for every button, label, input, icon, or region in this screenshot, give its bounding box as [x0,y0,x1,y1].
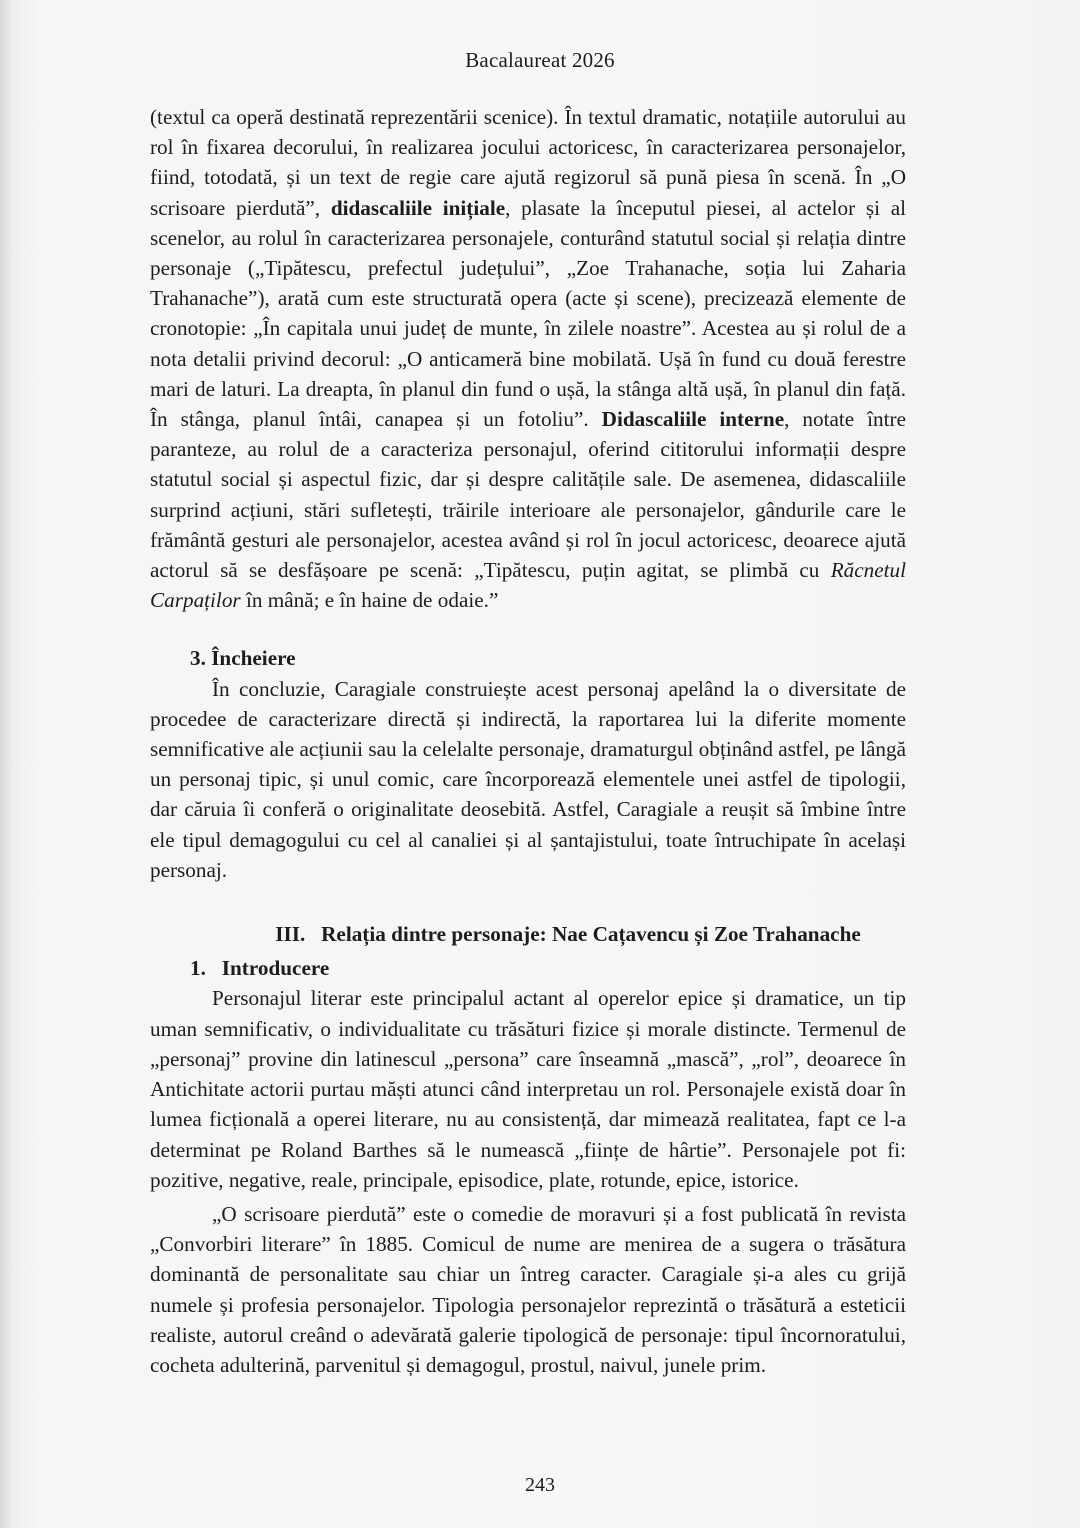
bold-term-didascalii-interne: Didascaliile interne [601,407,785,432]
subheading-introducere: 1. Introducere [190,956,330,981]
chapter-heading-relatia: III. Relația dintre personaje: Nae Cațavencu și Zoe Trahanache [275,922,861,947]
main-text [150,102,906,1380]
page-number: 243 [525,1474,555,1496]
paragraph-text: în mână; e în haine de odaie.” [240,588,499,613]
running-header: Bacalaureat 2026 [465,48,615,72]
page-edge-shadow [0,0,12,1528]
paragraph-text: , notate între paranteze, au rolul de a caracteriza personajul, oferind cititorului informații despre statutul social și aspectul fizic, dar și despre calitățile sale. De asemenea, didascaliile surprind acțiuni, stări sufletești, trăirile interioare ale personajelor, gândurile care le frământă gesturi ale personajelor, acestea având și rol în jocul actoricesc, deoarece ajută actorul să se desfășoare pe scenă: „Tipătescu, puțin agitat, se plimbă cu [150,407,906,583]
paragraph-text: (textul ca operă destinată reprezentării scenice). În textul dramatic, notațiile autorului au rol în fixarea decorului, în realizarea jocului actoricesc, în caracterizarea personajelor, fiind, totodată, și un text de regie care ajută regizorul să pună piesa în scenă. În „O scrisoare pierdută”, [150,105,906,220]
section-heading-incheiere: 3. Încheiere [190,646,296,671]
paragraph-scrisoare-pierduta: „O scrisoare pierdută” este o comedie de moravuri și a fost publicată în revista „Convorbiri literare” în 1885. Comicul de nume are menirea de a sugera o trăsătura dominantă de personalitate sau chiar un întreg caracter. Caragiale și-a ales cu grijă numele și profesia personajelor. Tipologia personajelor reprezintă o trăsătură a esteticii realiste, autorul creând o adevărată galerie tipologică de personaje: tipul încornoratului, cocheta adulterină, parvenitul și demagogul, prostul, naivul, junele prim. [150,1201,906,1377]
italic-title-racnetul: Răcnetul Carpaților [150,558,906,613]
paragraph-personajul-literar: Personajul literar este principalul actant al operelor epice și dramatice, un tip uman semnificativ, o individualitate cu trăsături fizice și morale distincte. Termenul de „personaj” provine din latinescul „persona” care înseamnă „mască”, „rol”, deoarece în Antichitate actorii purtau măști atunci când interpretau un rol. Personajele există doar în lumea ficțională a operei literare, nu au consistență, dar mimează realitatea, fapt ce l-a determinat pe Roland Barthes să le numească „ființe de hârtie”. Personajele pot fi: pozitive, negative, reale, principale, episodice, plate, rotunde, epice, istorice. [150,986,906,1192]
bold-term-didascalii-initiale: didascaliile inițiale [330,195,506,220]
paragraph-didascalii [150,102,906,615]
paragraph-incheiere: În concluzie, Caragiale construiește acest personaj apelând la o diversitate de procedee de caracterizare directă și indirectă, la raportarea lui la diferite momente semnificative ale acțiunii sau la celelalte personaje, dramaturgul obținând astfel, pe lângă un personaj tipic, și unul comic, care încorporează elementele unei astfel de tipologii, dar căruia îi conferă o originalitate deosebită. Astfel, Caragiale a reușit să îmbine între ele tipul demagogului cu cel al canaliei și al șantajistului, toate întruchipate în același personaj. [150,676,906,882]
paragraph-text: , plasate la începutul piesei, al actelor și al scenelor, au rolul în caracterizarea personajele, conturând statutul social și relația dintre personaje („Tipătescu, prefectul județului”, „Zoe Trahanache, soția lui Zaharia Trahanache”), arată cum este structurată opera (acte și scene), precizează elemente de cronotopie: „În capitala unui județ de munte, în zilele noastre”. Acestea au și rolul de a nota detalii privind decorul: „O anticameră bine mobilată. Ușă în fund cu două ferestre mari de laturi. La dreapta, în planul din fund o ușă, la stânga altă ușă, în planul din față. În stânga, planul întâi, canapea și un fotoliu”. [150,195,907,432]
